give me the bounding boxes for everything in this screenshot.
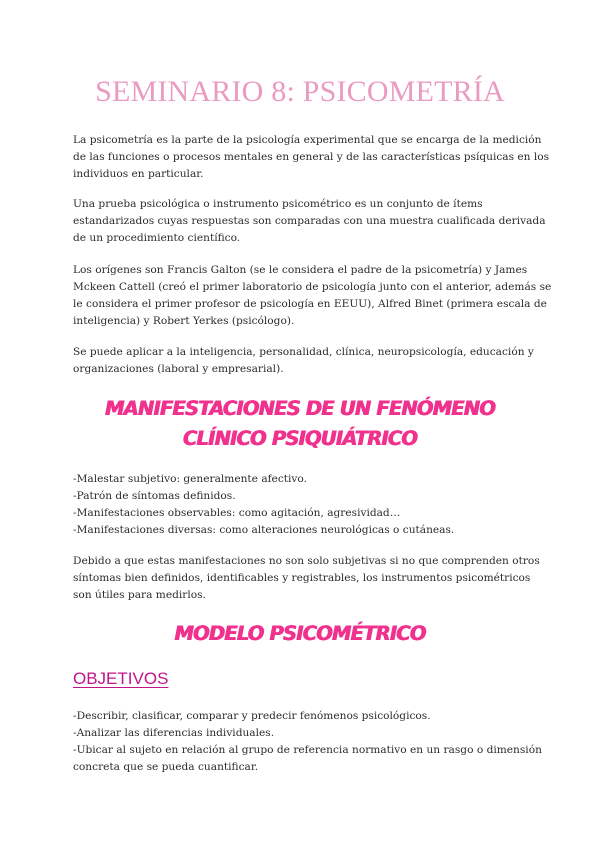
section-heading-modelo: [0, 619, 600, 649]
text-line: estandarizados cuyas respuestas son comparadas con una muestra cualificada derivada: [73, 215, 546, 227]
text-line: organizaciones (laboral y empresarial).: [73, 363, 284, 375]
list-item: -Patrón de síntomas definidos.: [73, 490, 236, 502]
text-line: individuos en particular.: [73, 168, 204, 180]
text-line: síntomas bien definidos, identificables y registrables, los instrumentos psicométricos: [73, 572, 531, 584]
text-line: le considera el primer profesor de psicología en EEUU), Alfred Binet (primera escala de: [73, 298, 547, 310]
intro-paragraph-origins: [73, 262, 552, 330]
intro-paragraph-test: [73, 196, 546, 247]
intro-paragraph-definition: [73, 132, 550, 183]
list-item: -Manifestaciones observables: como agitación, agresividad…: [73, 507, 401, 519]
text-line: Los orígenes son Francis Galton (se le considera el padre de la psicometría) y James: [73, 264, 528, 276]
list-item: -Analizar las diferencias individuales.: [73, 727, 275, 739]
heading-line: CLÍNICO PSIQUIÁTRICO: [182, 427, 418, 450]
list-item: -Ubicar al sujeto en relación al grupo de referencia normativo en un rasgo o dimensión: [73, 744, 542, 756]
text-line: Mckeen Cattell (creó el primer laboratorio de psicología junto con el anterior, además se: [73, 281, 552, 293]
text-line: de las funciones o procesos mentales en general y de las características psíquicas en los: [73, 151, 550, 163]
intro-paragraph-applications: [73, 344, 535, 378]
text-line: son útiles para medirlos.: [73, 589, 206, 601]
manifestaciones-paragraph: [73, 553, 540, 604]
text-line: Una prueba psicológica o instrumento psicométrico es un conjunto de ítems: [73, 198, 483, 210]
list-item: -Malestar subjetivo: generalmente afectivo.: [73, 473, 307, 485]
section-heading-manifestaciones: [0, 394, 600, 454]
text-line: La psicometría es la parte de la psicología experimental que se encarga de la medición: [73, 134, 542, 146]
list-item: concreta que se pueda cuantificar.: [73, 761, 259, 773]
text-line: Debido a que estas manifestaciones no son solo subjetivas si no que comprenden otros: [73, 555, 540, 567]
text-line: de un procedimiento científico.: [73, 232, 241, 244]
document-title: SEMINARIO 8: PSICOMETRÍA: [95, 75, 505, 108]
heading-line: MANIFESTACIONES DE UN FENÓMENO: [104, 397, 496, 420]
text-line: Se puede aplicar a la inteligencia, personalidad, clínica, neuropsicología, educación y: [73, 346, 534, 358]
objetivos-list: [73, 708, 542, 776]
list-item: -Describir, clasificar, comparar y predecir fenómenos psicológicos.: [73, 710, 431, 722]
heading-line: MODELO PSICOMÉTRICO: [174, 622, 426, 645]
text-line: inteligencia) y Robert Yerkes (psicólogo).: [73, 315, 295, 327]
list-item: -Manifestaciones diversas: como alteraciones neurológicas o cutáneas.: [73, 524, 455, 536]
manifestaciones-list: [73, 471, 535, 539]
subheading-objetivos: OBJETIVOS: [73, 669, 169, 688]
